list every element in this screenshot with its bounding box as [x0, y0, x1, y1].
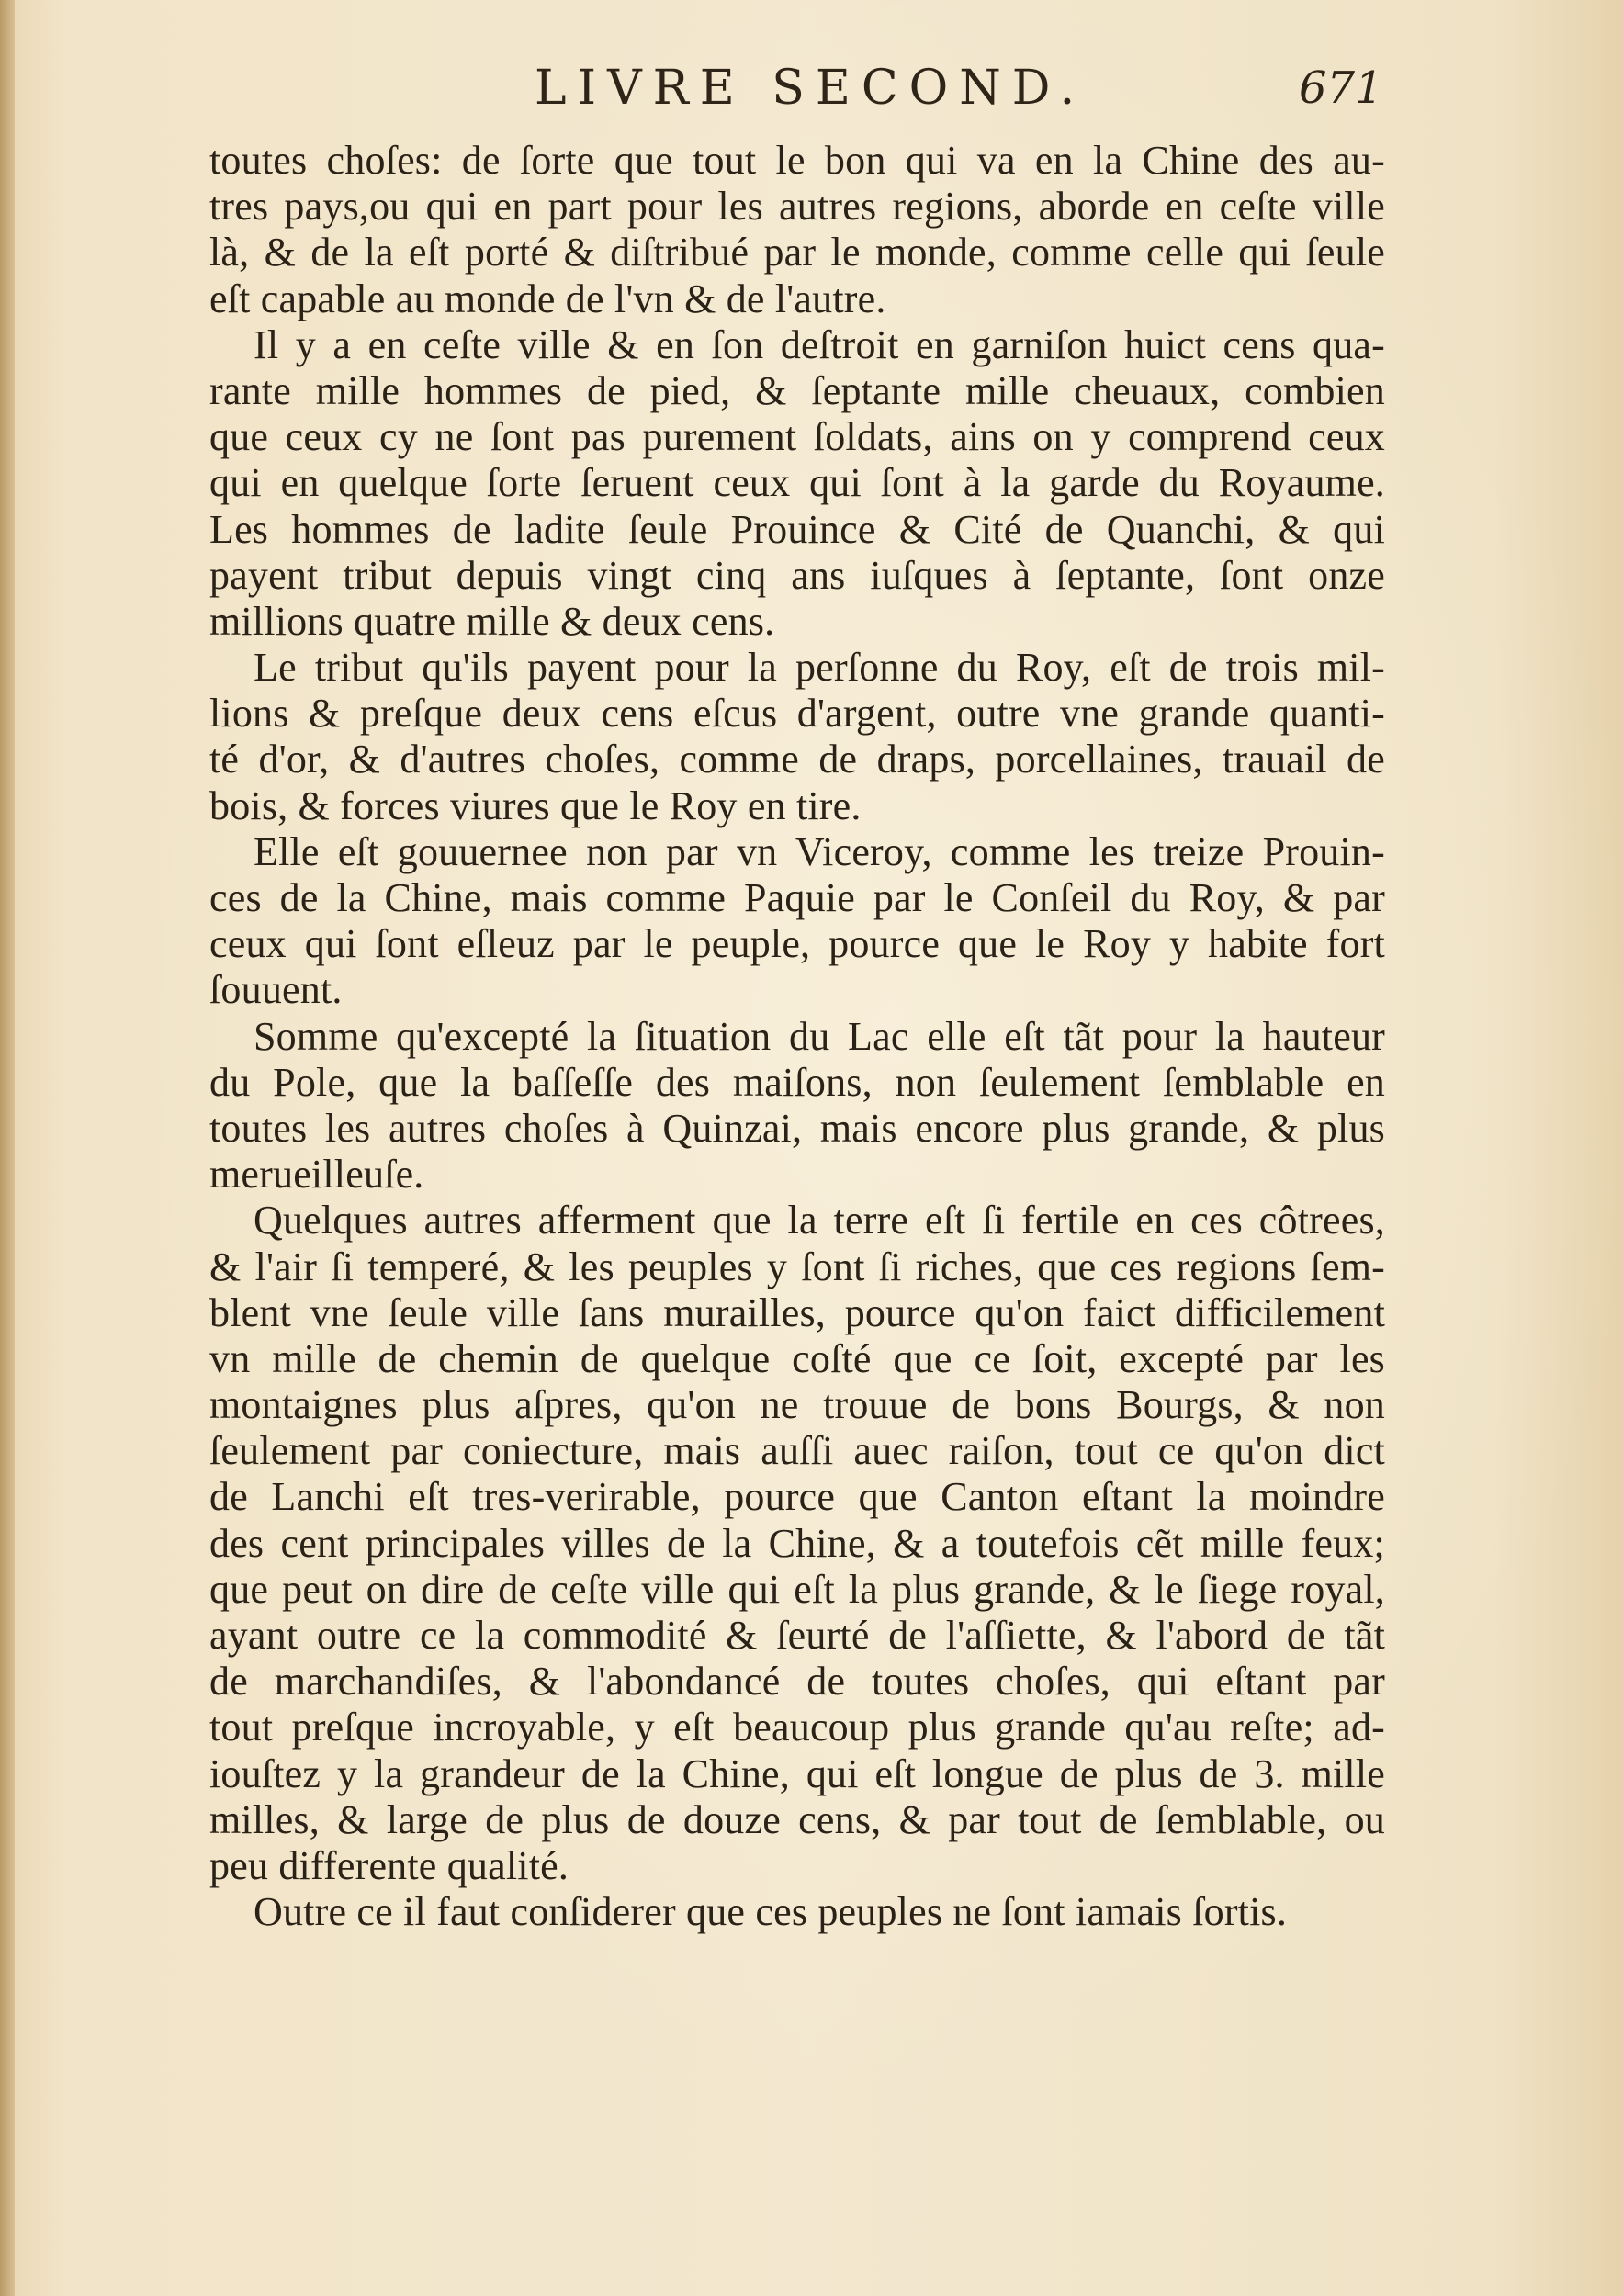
text-line: Il y a en ceſte ville & en ſon deſtroit en garniſon huict cens qua-: [254, 321, 1385, 367]
running-head: [0, 61, 1623, 134]
paragraph: [209, 829, 1385, 1014]
text-line: que ceux cy ne ſont pas purement ſoldats, ains on y comprend ceux: [209, 414, 1385, 460]
paragraph: [209, 1889, 1385, 1935]
paragraph: [209, 1198, 1385, 1889]
text-line: bois, & forces viures que le Roy en tire.: [209, 782, 862, 828]
body-text: [209, 138, 1385, 1935]
text-line: payent tribut depuis vingt cinq ans iuſques à ſeptante, ſont onze: [209, 552, 1385, 598]
text-line: lions & preſque deux cens eſcus d'argent, outre vne grande quanti-: [209, 691, 1385, 737]
text-line: des cent principales villes de la Chine, & a toutefois cẽt mille feux;: [209, 1520, 1385, 1566]
text-line: Les hommes de ladite ſeule Prouince & Cité de Quanchi, & qui: [209, 506, 1385, 552]
text-line: milles, & large de plus de douze cens, & par tout de ſemblable, ou: [209, 1796, 1385, 1842]
text-line: Outre ce il faut conſiderer que ces peuples ne ſont iamais ſortis.: [254, 1889, 1288, 1935]
text-line: qui en quelque ſorte ſeruent ceux qui ſont à la garde du Royaume.: [209, 460, 1385, 506]
text-line: du Pole, que la baſſeſſe des maiſons, non ſeulement ſemblable en: [209, 1059, 1385, 1105]
text-line: là, & de la eſt porté & diſtribué par le monde, comme celle qui ſeule: [209, 230, 1385, 276]
text-line: Le tribut qu'ils payent pour la perſonne du Roy, eſt de trois mil-: [254, 645, 1385, 691]
text-line: rante mille hommes de pied, & ſeptante mille cheuaux, combien: [209, 367, 1385, 413]
text-line: montaignes plus aſpres, qu'on ne trouue de bons Bourgs, & non: [209, 1382, 1385, 1428]
running-head-title: LIVRE SECOND.: [535, 61, 1087, 116]
text-line: ceux qui ſont eſleuz par le peuple, pource que le Roy y habite fort: [209, 921, 1385, 967]
text-line: ſouuent.: [209, 967, 343, 1013]
text-line: merueilleuſe.: [209, 1152, 424, 1198]
text-line: Somme qu'excepté la ſituation du Lac elle eſt tãt pour la hauteur: [254, 1013, 1385, 1059]
paragraph: [209, 645, 1385, 829]
text-line: ſeulement par coniecture, mais auſſi auec raiſon, tout ce qu'on dict: [209, 1428, 1385, 1474]
text-line: vn mille de chemin de quelque coſté que ce ſoit, excepté par les: [209, 1335, 1385, 1381]
paragraph: [209, 322, 1385, 645]
text-line: Elle eſt gouuernee non par vn Viceroy, comme les treize Prouin-: [254, 828, 1385, 874]
text-line: toutes choſes: de ſorte que tout le bon qui va en la Chine des au-: [209, 138, 1385, 183]
paragraph: [209, 1014, 1385, 1199]
text-line: millions quatre mille & deux cens.: [209, 598, 775, 644]
paragraph: [209, 138, 1385, 322]
text-line: té d'or, & d'autres choſes, comme de draps, porcellaines, trauail de: [209, 737, 1385, 782]
text-line: de Lanchi eſt tres-verirable, pource que Canton eſtant la moindre: [209, 1474, 1385, 1520]
text-line: ayant outre ce la commodité & ſeurté de l'aſſiette, & l'abord de tãt: [209, 1613, 1385, 1658]
text-line: tout preſque incroyable, y eſt beaucoup plus grande qu'au reſte; ad-: [209, 1705, 1385, 1750]
text-line: & l'air ſi temperé, & les peuples y ſont ſi riches, que ces regions ſem-: [209, 1244, 1385, 1289]
text-line: toutes les autres choſes à Quinzai, mais encore plus grande, & plus: [209, 1105, 1385, 1151]
text-line: iouſtez y la grandeur de la Chine, qui eſt longue de plus de 3. mille: [209, 1750, 1385, 1796]
text-line: eſt capable au monde de l'vn & de l'autre.: [209, 276, 886, 321]
text-line: Quelques autres afferment que la terre eſt ſi fertile en ces côtrees,: [254, 1198, 1385, 1244]
page-binding-edge: [0, 0, 15, 2296]
page-number: 671: [1299, 62, 1383, 114]
text-line: peu differente qualité.: [209, 1842, 569, 1888]
text-line: ces de la Chine, mais comme Paquie par le Conſeil du Roy, & par: [209, 875, 1385, 920]
text-line: de marchandiſes, & l'abondancé de toutes choſes, qui eſtant par: [209, 1659, 1385, 1705]
text-line: que peut on dire de ceſte ville qui eſt la plus grande, & le ſiege royal,: [209, 1566, 1385, 1612]
text-line: blent vne ſeule ville ſans murailles, pource qu'on faict difficilement: [209, 1289, 1385, 1335]
text-line: tres pays,ou qui en part pour les autres regions, aborde en ceſte ville: [209, 184, 1385, 230]
